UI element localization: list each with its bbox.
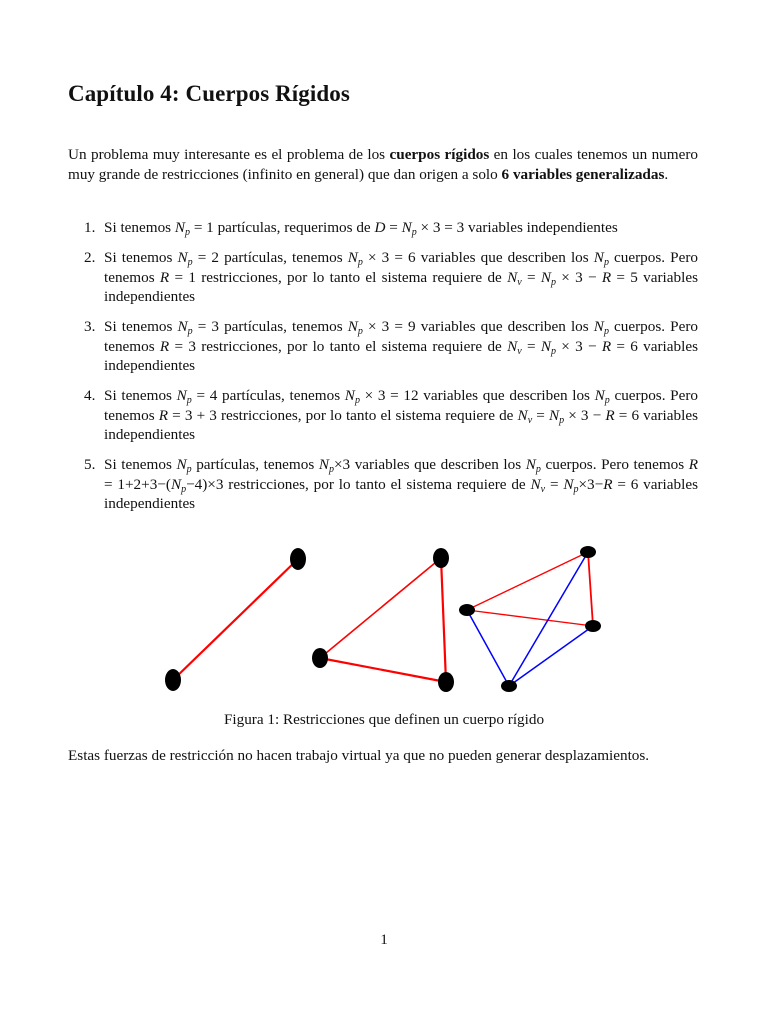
intro-paragraph: Un problema muy interesante es el problema de los cuerpos rígidos en los cuales tenemos un numero muy grande de restricciones (infinito en general) que dan origen a solo 6 variables generalizadas.: [68, 146, 698, 183]
particle: [459, 604, 475, 616]
constraint-line: [173, 559, 298, 680]
particle: [433, 548, 449, 568]
particle: [580, 546, 596, 558]
three-particle-body: [312, 548, 454, 692]
constraint-line: [320, 658, 446, 682]
closing-paragraph: Estas fuerzas de restricción no hacen trabajo virtual ya que no pueden generar desplazamientos.: [68, 747, 650, 764]
list-item: 4. Si tenemos $N_p = 4$ partículas, tenemos $N_p \times 3 = 12$ variables que describen los $N_p$ cuerpos. Pero tenemos R = 3 + 3 restricciones, por lo tanto el sistema requiere de $N_v = N_p \times 3 - R = 6$ variables independientes: [84, 387, 699, 443]
chapter-title: Capítulo 4: Cuerpos Rígidos: [68, 81, 350, 106]
particle: [438, 672, 454, 692]
rigid-body-figure: [150, 538, 620, 698]
constraint-line: [509, 552, 588, 686]
constraint-line: [467, 610, 593, 626]
particle: [290, 548, 306, 570]
constraint-line: [441, 558, 446, 682]
bold-cuerpos-rigidos: cuerpos rígidos: [389, 146, 490, 163]
figure-caption: Figura 1: Restricciones que definen un cuerpo rígido: [223, 711, 545, 728]
particle: [165, 669, 181, 691]
list-item: 5. Si tenemos $N_p$ partículas, tenemos $N_p\times 3$ variables que describen los $N_p$ cuerpos. Pero tenemos $R = 1+2+3-(N_p-4)\times 3$ restricciones, por lo tanto el sistema requiere de $N_v = N_p\times 3-R = 6$ variables independientes: [84, 456, 699, 512]
particle: [312, 648, 328, 668]
bold-6-variables: 6 variables generalizadas: [501, 165, 665, 183]
two-particle-body: [165, 548, 306, 691]
particle: [501, 680, 517, 692]
list-item: 1. Si tenemos $N_p = 1$ partículas, requerimos de $D = N_p \times 3 = 3$ variables independientes: [84, 219, 618, 238]
constraint-line: [588, 552, 593, 626]
constraint-line: [467, 552, 588, 610]
list-item: 2. Si tenemos $N_p = 2$ partículas, tenemos $N_p \times 3 = 6$ variables que describen los $N_p$ cuerpos. Pero tenemos R = 1 restricciones, por lo tanto el sistema requiere de $N_v = N_p \times 3 - R = 5$ variables independientes: [84, 249, 699, 305]
enumerated-list: [68, 218, 698, 524]
particle: [585, 620, 601, 632]
four-particle-body: [459, 546, 601, 692]
constraint-line: [320, 558, 441, 658]
page-number: 1: [380, 931, 388, 948]
list-item: 3. Si tenemos $N_p = 3$ partículas, tenemos $N_p \times 3 = 9$ variables que describen los $N_p$ cuerpos. Pero tenemos R = 3 restricciones, por lo tanto el sistema requiere de $N_v = N_p \times 3 - R = 6$ variables independientes: [84, 318, 699, 374]
constraint-line: [509, 626, 593, 686]
constraint-line: [467, 610, 509, 686]
